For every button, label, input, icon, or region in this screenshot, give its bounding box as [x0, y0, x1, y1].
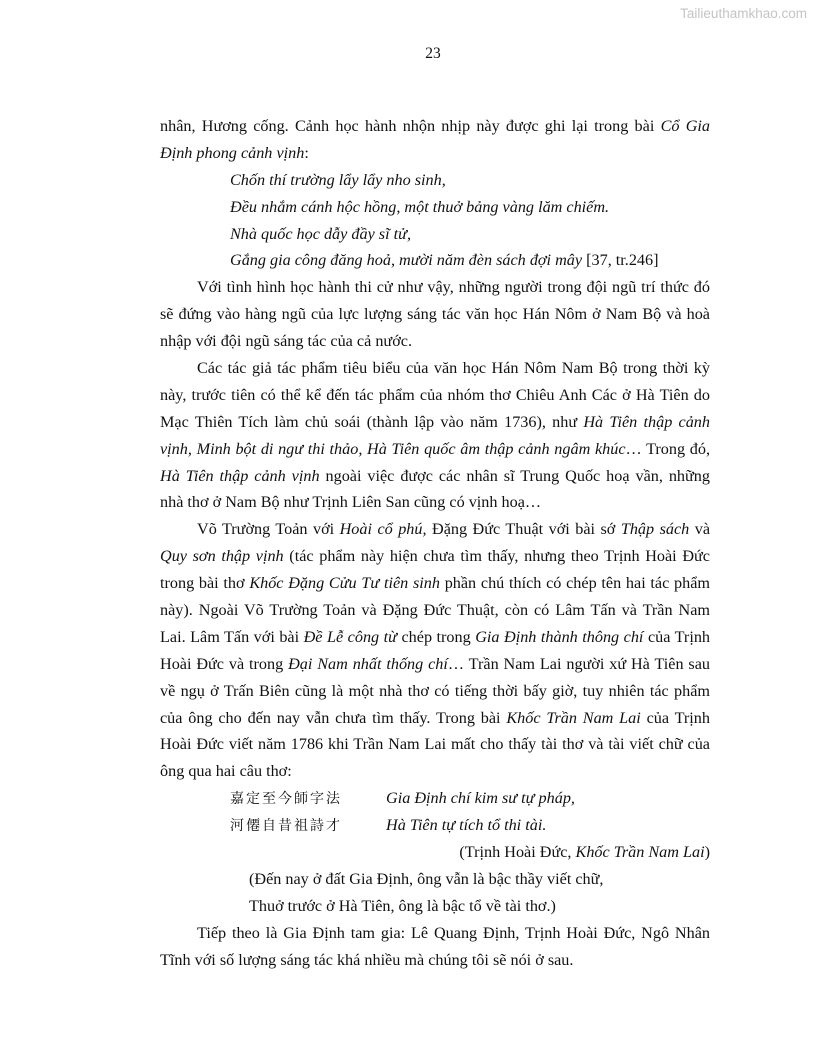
verse-line: [160, 221, 710, 248]
italic-text: Gia Định thành thông chí: [475, 627, 644, 646]
text-line: [160, 543, 710, 570]
text-line: [160, 624, 710, 651]
text-line: [160, 705, 710, 732]
text-segment: Hoài Đức viết năm 1786 khi Trần Nam Lai mất cho thấy tài thơ và tài viết chữ của: [160, 735, 710, 754]
italic-text: Khốc Đặng Cửu Tư tiên sinh: [249, 574, 440, 593]
italic-text: Khốc Trần Nam Lai: [506, 708, 641, 727]
text-segment: ông qua hai câu thơ:: [160, 762, 292, 781]
han-nom-text: 河僊自昔祖詩才: [230, 818, 342, 835]
citation-line: [160, 839, 710, 866]
text-segment: nhập với đội ngũ sáng tác của cả nước.: [160, 332, 412, 351]
text-segment: Mạc Thiên Tích làm chủ soái (thành lập vào năm 1736), như: [160, 412, 584, 431]
text-segment: Đặng Đức Thuật với bài sớ: [426, 520, 621, 539]
text-segment: này, trước tiên có thể kể đến tác phẩm của nhóm thơ Chiêu Anh Các ở Hà Tiên do: [160, 385, 710, 404]
italic-text: Nhà quốc học dẫy đầy sĩ tử,: [230, 224, 412, 243]
text-line: [160, 678, 710, 705]
text-line: [160, 597, 710, 624]
italic-text: Đều nhắm cánh hộc hồng, một thuở bảng vàng lăm chiếm.: [230, 197, 610, 216]
text-segment: Võ Trường Toản với: [197, 520, 340, 539]
han-nom-text: 嘉定至今師字法: [230, 791, 342, 808]
text-line: [160, 516, 710, 543]
italic-text: Hà Tiên thập cảnh: [583, 412, 710, 431]
text-segment: nhà thơ ở Nam Bộ như Trịnh Liên San cũng có vịnh hoạ…: [160, 493, 542, 512]
text-segment: của Trịnh: [640, 708, 710, 727]
text-line: [160, 947, 710, 974]
text-segment: sẽ đứng vào hàng ngũ của lực lượng sáng tác văn học Hán Nôm ở Nam Bộ và hoà: [160, 305, 710, 324]
text-line: [160, 758, 710, 785]
verse-line: [160, 812, 710, 839]
text-line: [160, 113, 710, 140]
text-segment: phần chú thích có chép tên hai tác phẩm: [439, 574, 710, 593]
italic-text: Cổ Gia: [660, 117, 710, 135]
text-segment: chép trong: [396, 627, 476, 646]
text-line: [160, 274, 710, 301]
italic-text: Chốn thí trường lẩy lẩy nho sinh,: [230, 170, 446, 189]
text-segment: trong bài thơ: [160, 574, 250, 593]
italic-text: Hoài cổ phú,: [339, 520, 427, 539]
text-segment: [37, tr.246]: [582, 251, 659, 270]
text-segment: Tiếp theo là Gia Định tam gia: Lê Quang Định, Trịnh Hoài Đức, Ngô Nhân: [197, 923, 710, 942]
text-line: [160, 301, 710, 328]
text-segment: ngoài việc được các nhân sĩ Trung Quốc hoạ vần, những: [319, 466, 710, 485]
italic-text: Gắng gia công đăng hoả, mười năm đèn sách đợi mây: [230, 251, 583, 270]
text-line: [160, 570, 710, 597]
text-segment: Thuở trước ở Hà Tiên, ông là bậc tổ về tài thơ.): [249, 896, 556, 915]
text-line: [160, 731, 710, 758]
italic-text: Đề Lễ công từ: [303, 627, 397, 646]
text-line: [160, 920, 710, 947]
text-segment: … Trong đó,: [625, 439, 710, 458]
text-line: [160, 489, 710, 516]
verse-line: [160, 194, 710, 221]
text-segment: về ngụ ở Trấn Biên cũng là một nhà thơ có tiếng thời bấy giờ, tuy nhiên tác phẩm: [160, 681, 710, 700]
italic-text: Hà Tiên tự tích tổ thi tài.: [386, 816, 547, 835]
text-segment: Với tình hình học hành thi cử như vậy, những người trong đội ngũ trí thức đó: [197, 278, 710, 297]
text-segment: ): [704, 843, 710, 862]
text-segment: và: [689, 520, 710, 539]
text-line: [160, 436, 710, 463]
text-line: [160, 355, 710, 382]
text-segment: (tác phẩm này hiện chưa tìm thấy, nhưng theo Trịnh Hoài Đức: [283, 547, 710, 566]
text-segment: Lai. Lâm Tấn với bài: [160, 627, 304, 646]
text-line: [160, 140, 710, 167]
verse-line: [160, 167, 710, 194]
text-segment: … Trần Nam Lai người xứ Hà Tiên sau: [447, 654, 710, 673]
text-segment: của Trịnh: [643, 627, 710, 646]
text-segment: Hoài Đức và trong: [160, 654, 289, 673]
text-line: [160, 382, 710, 409]
text-segment: Tĩnh với số lượng sáng tác khá nhiều mà chúng tôi sẽ nói ở sau.: [160, 950, 574, 969]
text-segment: của ông cho đến nay vẫn chưa tìm thấy. Trong bài: [160, 708, 507, 727]
text-line: [160, 893, 710, 920]
document-body: [160, 113, 710, 974]
watermark: Tailieuthamkhao.com: [680, 6, 807, 21]
text-segment: nhân, Hương cống. Cảnh học hành nhộn nhịp này được ghi lại trong bài: [160, 117, 661, 135]
italic-text: Thập sách: [620, 520, 690, 539]
text-line: [160, 651, 710, 678]
italic-text: Khốc Trần Nam Lai: [575, 843, 705, 862]
italic-text: Quy sơn thập vịnh: [160, 547, 284, 566]
italic-text: Định phong cảnh vịnh: [160, 143, 305, 162]
italic-text: Đại Nam nhất thống chí: [288, 654, 448, 673]
text-line: [160, 409, 710, 436]
text-line: [160, 463, 710, 490]
text-line: [160, 866, 710, 893]
text-line: [160, 328, 710, 355]
page-number: 23: [425, 45, 441, 62]
text-segment: này). Ngoài Võ Trường Toản và Đặng Đức Thuật, còn có Lâm Tấn và Trần Nam: [160, 601, 710, 620]
verse-line: [160, 785, 710, 812]
italic-text: vịnh, Minh bột di ngư thi thảo, Hà Tiên quốc âm thập cảnh ngâm khúc: [160, 439, 626, 458]
verse-line: [160, 247, 710, 274]
text-segment: :: [304, 143, 309, 162]
text-segment: (Trịnh Hoài Đức,: [459, 843, 576, 862]
italic-text: Hà Tiên thập cảnh vịnh: [160, 466, 320, 485]
text-segment: (Đến nay ở đất Gia Định, ông vẫn là bậc thầy viết chữ,: [249, 869, 604, 888]
text-segment: Các tác giả tác phẩm tiêu biểu của văn học Hán Nôm Nam Bộ trong thời kỳ: [197, 359, 710, 378]
italic-text: Gia Định chí kim sư tự pháp,: [386, 789, 575, 808]
